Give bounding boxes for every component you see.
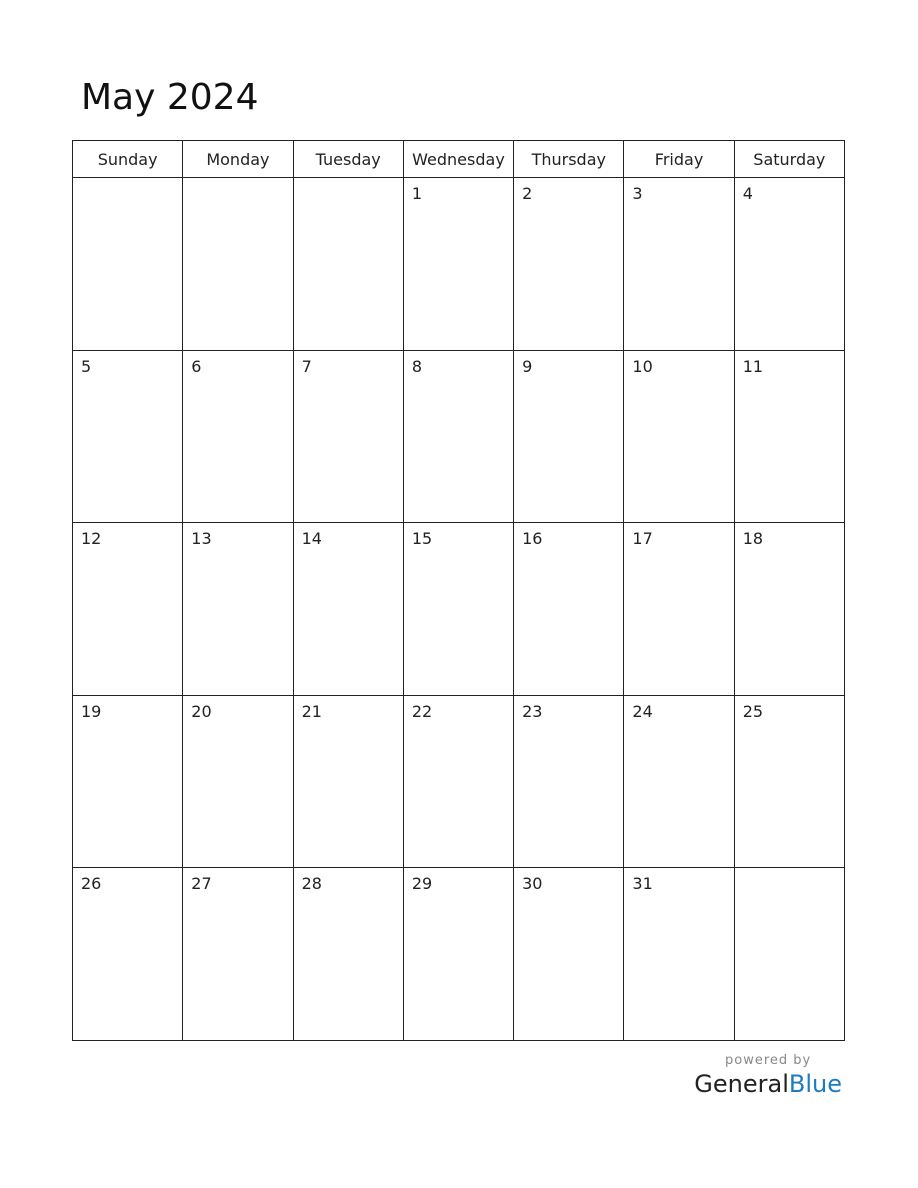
day-cell	[183, 695, 293, 868]
weekday-header-friday: Friday	[624, 141, 734, 178]
day-cell	[734, 178, 844, 351]
day-number: 31	[632, 874, 653, 894]
week-row-2	[73, 350, 845, 523]
day-cell	[514, 868, 624, 1041]
day-number: 25	[742, 701, 764, 721]
day-cell	[73, 178, 183, 351]
day-cell	[73, 523, 183, 696]
day-number: 11	[742, 356, 764, 376]
week-row-5	[73, 868, 845, 1041]
day-cell	[514, 350, 624, 523]
brand-logo	[694, 1069, 842, 1099]
day-number: 5	[81, 356, 92, 376]
day-number: 14	[301, 529, 322, 549]
weekday-header-saturday: Saturday	[734, 141, 844, 178]
day-cell	[403, 695, 513, 868]
calendar-title: May 2024	[81, 77, 259, 118]
weekday-header-wednesday: Wednesday	[403, 141, 513, 178]
day-cell	[403, 350, 513, 523]
day-number: 20	[191, 701, 212, 721]
day-number: 21	[301, 701, 322, 721]
day-number: 3	[632, 184, 643, 203]
day-cell	[403, 523, 513, 696]
day-cell	[734, 350, 844, 523]
day-number: 13	[191, 529, 212, 549]
day-number: 28	[301, 874, 322, 894]
day-number: 10	[632, 356, 653, 376]
day-cell	[514, 178, 624, 351]
day-cell	[624, 178, 734, 351]
day-cell	[293, 523, 403, 696]
day-cell	[514, 695, 624, 868]
week-row-3	[73, 523, 845, 696]
weekday-header-row	[73, 141, 845, 178]
day-cell	[73, 695, 183, 868]
week-row-4	[73, 695, 845, 868]
day-number: 9	[522, 356, 533, 376]
day-number: 8	[411, 356, 423, 376]
day-number: 2	[522, 184, 533, 203]
day-cell	[293, 350, 403, 523]
day-number: 19	[81, 701, 102, 721]
day-cell	[624, 695, 734, 868]
day-number	[73, 178, 182, 184]
day-cell	[403, 868, 513, 1041]
day-cell	[183, 178, 293, 351]
day-number: 16	[522, 529, 543, 549]
day-cell	[73, 350, 183, 523]
day-number: 17	[632, 529, 653, 549]
day-number	[183, 178, 292, 184]
day-cell	[624, 868, 734, 1041]
day-cell	[293, 695, 403, 868]
week-row-1	[73, 178, 845, 351]
day-cell	[293, 178, 403, 351]
day-cell	[734, 523, 844, 696]
day-cell	[183, 350, 293, 523]
weekday-header-sunday: Sunday	[73, 141, 183, 178]
day-cell	[73, 868, 183, 1041]
day-number: 7	[301, 356, 312, 376]
day-number: 15	[411, 529, 433, 549]
day-cell	[734, 695, 844, 868]
day-number: 23	[522, 701, 543, 721]
day-number: 24	[632, 701, 653, 721]
day-cell	[183, 868, 293, 1041]
day-cell	[403, 178, 513, 351]
day-cell	[734, 868, 844, 1041]
day-number: 22	[411, 701, 433, 721]
month-calendar-grid	[72, 140, 845, 1041]
weekday-header-monday: Monday	[183, 141, 293, 178]
day-number	[294, 178, 403, 184]
day-cell	[293, 868, 403, 1041]
day-number: 12	[81, 529, 102, 549]
weekday-header-tuesday: Tuesday	[293, 141, 403, 178]
powered-by-label: powered by	[725, 1053, 812, 1068]
day-cell	[624, 523, 734, 696]
day-number: 18	[742, 529, 764, 549]
day-cell	[514, 523, 624, 696]
brand-general-text: General	[694, 1070, 789, 1098]
day-cell	[183, 523, 293, 696]
powered-by-footer	[694, 1053, 842, 1099]
day-number: 4	[742, 184, 753, 203]
day-number	[735, 868, 844, 874]
day-number: 26	[81, 874, 102, 894]
day-number: 27	[191, 874, 212, 894]
day-number: 1	[411, 184, 423, 203]
day-number: 29	[411, 874, 433, 894]
day-cell	[624, 350, 734, 523]
brand-blue-text: Blue	[788, 1070, 842, 1098]
day-number: 30	[522, 874, 543, 894]
day-number: 6	[191, 356, 202, 376]
weekday-header-thursday: Thursday	[514, 141, 624, 178]
